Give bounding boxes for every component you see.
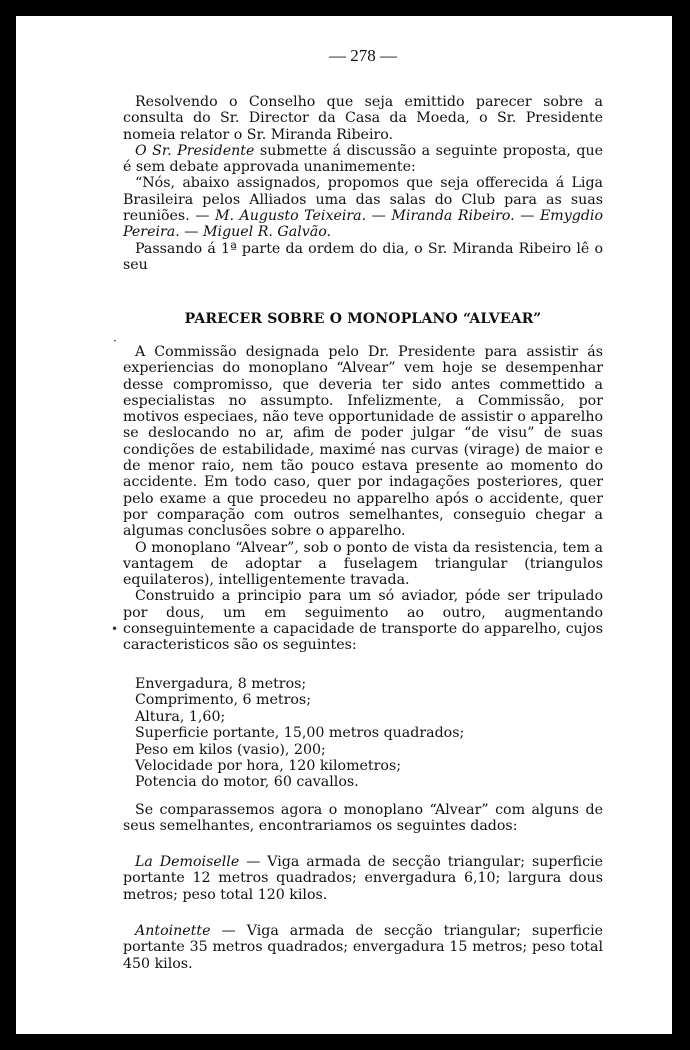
intro-section: [123, 94, 603, 273]
spec-list: [123, 676, 603, 791]
demoiselle-paragraph: [123, 854, 603, 903]
signature-galvao: Miguel R. Galvão.: [203, 224, 332, 241]
spec-item: Superficie portante, 15,00 metros quadrados;: [135, 725, 465, 742]
report-body: [123, 344, 603, 654]
signature-pereira: Emygdio Pereira.: [123, 208, 604, 241]
intro-paragraph-2: [123, 143, 603, 176]
document-page: [16, 16, 672, 1034]
signature-teixeira: M. Augusto Teixeira.: [214, 208, 367, 225]
presidente-label: O Sr. Presidente: [135, 142, 255, 159]
intro-paragraph-1: Resolvendo o Conselho que seja emittido parecer sobre a consulta do Sr. Director da Casa da Moeda, o Sr. Presidente nomeia relator o Sr. Miranda Ribeiro.: [123, 94, 603, 143]
intro-paragraph-4: Passando á 1ª parte da ordem do dia, o Sr. Miranda Ribeiro lê o seu: [123, 240, 603, 273]
antoinette-block: [123, 923, 603, 972]
report-paragraph-3: Construido a principio para um só aviador, póde ser tripulado por dous, um em seguimento ao outro, augmentando conseguintemente a capacidade de transporte do apparelho, cujos caracteristicos são os seguintes:: [123, 588, 603, 654]
spec-item: Potencia do motor, 60 cavallos.: [135, 774, 359, 791]
demoiselle-block: [123, 854, 603, 903]
spec-item: Velocidade por hora, 120 kilometros;: [135, 758, 402, 775]
signature-separator: —: [366, 208, 392, 225]
demoiselle-name: La Demoiselle: [135, 854, 240, 870]
antoinette-name: Antoinette: [135, 923, 211, 939]
demoiselle-text: — Viga armada de secção triangular; superficie portante 12 metros quadrados; envergadura 6,10; largura dous metros; peso total 120 kilos.: [123, 854, 604, 903]
proposal-text: “Nós, abaixo assignados, propomos que seja offerecida á Liga Brasileira pelos Alliados uma das salas do Club para as suas reuniões. —: [123, 175, 603, 225]
antoinette-paragraph: [123, 923, 603, 972]
spec-item: Comprimento, 6 metros;: [135, 692, 311, 709]
report-paragraph-2: O monoplano “Alvear”, sob o ponto de vista da resistencia, tem a vantagem de adoptar a fuselagem triangular (triangulos equilateros), intelligentemente travada.: [123, 539, 603, 589]
spec-item: Altura, 1,60;: [135, 708, 226, 725]
proposal-paragraph: [123, 175, 603, 240]
spec-item: Envergadura, 8 metros;: [135, 676, 307, 692]
margin-mark: •: [111, 622, 119, 636]
comparison-paragraph-block: [123, 802, 603, 835]
signature-ribeiro: Miranda Ribeiro.: [391, 208, 515, 225]
intro-paragraph-2-text: submette á discussão a seguinte proposta, que é sem debate approvada unanimemente:: [123, 142, 603, 176]
page-number: — 278 —: [329, 46, 397, 65]
comparison-paragraph: Se comparassemos agora o monoplano “Alvear” com alguns de seus semelhantes, encontrariamos os seguintes dados:: [123, 802, 603, 835]
section-title: PARECER SOBRE O MONOPLANO “ALVEAR”: [184, 311, 542, 327]
antoinette-text: — Viga armada de secção triangular; superficie portante 35 metros quadrados; envergadura 15 metros; peso total 450 kilos.: [123, 923, 603, 972]
signature-separator: —: [179, 224, 203, 241]
signature-separator: —: [514, 208, 540, 225]
margin-mark: ·: [113, 334, 117, 348]
report-paragraph-1: A Commissão designada pelo Dr. Presidente para assistir ás experiencias do monoplano “Alvear” vem hoje se desempenhar desse compromisso, que deveria ter sido antes commettido a especialistas no assumpto. Infelizmente, a Commissão, por motivos especiaes, não teve opportunidade de assistir o apparelho se deslocando no ar, afim de poder julgar “de visu” de suas condições de estabilidade, maximé nas curvas (virage) de maior e de menor raio, nem tão pouco estava presente ao momento do accidente. Em todo caso, quer por indagações posteriores, quer pelo exame a que procedeu no apparelho após o accidente, quer por comparação com outros semelhantes, conseguio chegar a algumas conclusões sobre o apparelho.: [123, 344, 603, 540]
spec-item: Peso em kilos (vasio), 200;: [135, 741, 326, 758]
